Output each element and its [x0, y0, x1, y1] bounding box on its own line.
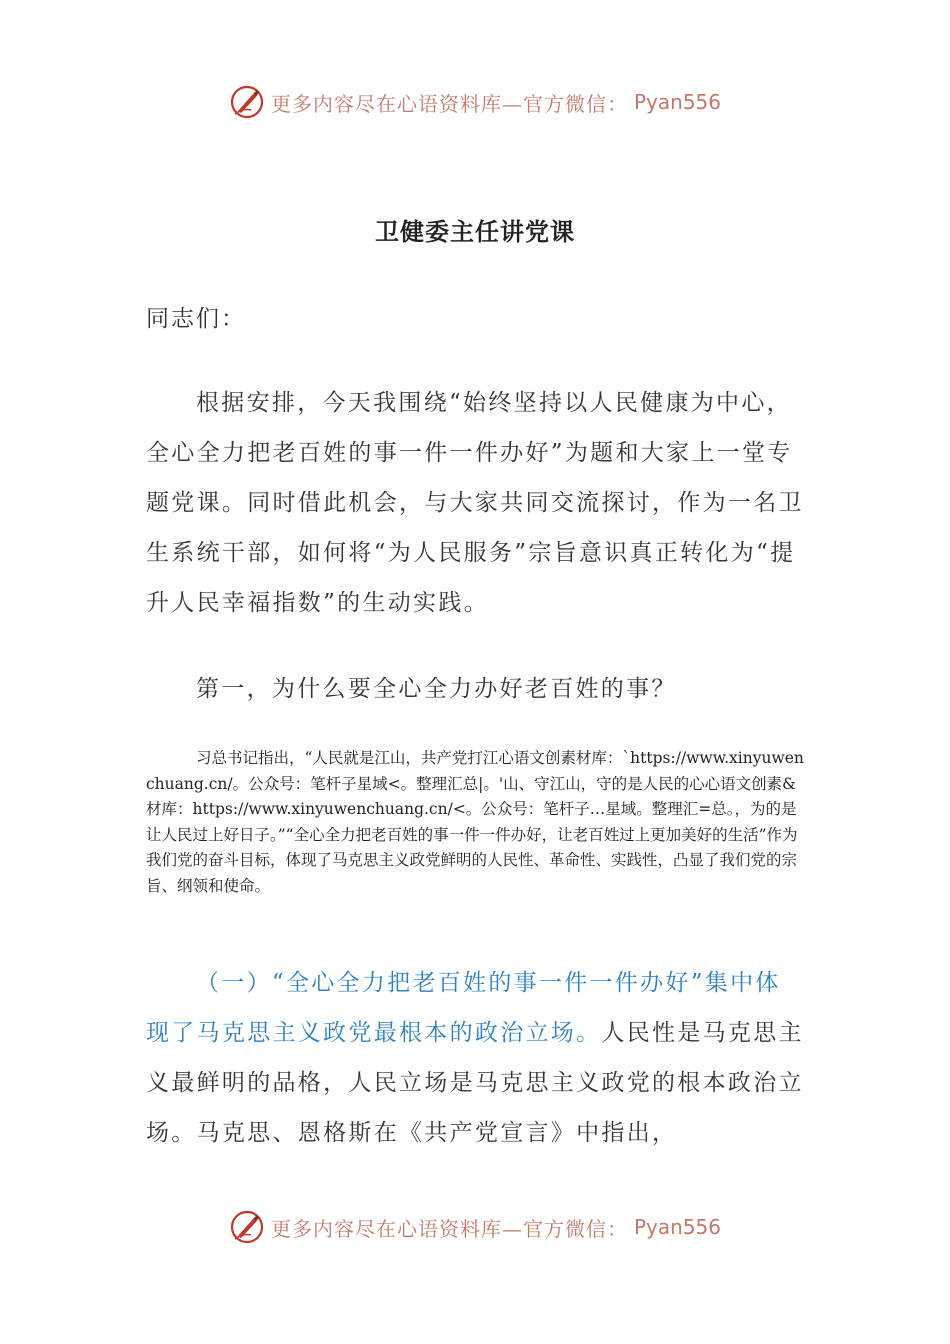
quill-logo-icon [229, 1209, 265, 1245]
salutation: 同志们： [146, 306, 246, 332]
subsection-body: 人民性是马克思主义最鲜明的品格，人民立场是马克思主义政党的根本政治立场。马克思、恩格斯在《共产党宣言》中指出， [146, 1020, 804, 1146]
watermark-text: 更多内容尽在心语资料库—官方微信： [270, 91, 628, 116]
quill-logo-icon [229, 84, 265, 120]
watermark-text: 更多内容尽在心语资料库—官方微信： [270, 1216, 628, 1241]
watermark-wechat-id: Pyan556 [633, 1215, 721, 1239]
paragraph-subsection-one [146, 958, 806, 1158]
subsection-highlight: （一）“全心全力把老百姓的事一件一件办好”集中体现了马克思主义政党最根本的政治立场。 [146, 970, 781, 1046]
document-title: 卫健委主任讲党课 [375, 217, 575, 246]
paragraph-intro: 根据安排，今天我围绕“始终坚持以人民健康为中心，全心全力把老百姓的事一件一件办好”为题和大家上一堂专题党课。同时借此机会，与大家共同交流探讨，作为一名卫生系统干部，如何将“为人民服务”宗旨意识真正转化为“提升人民幸福指数”的生动实践。 [146, 390, 804, 616]
watermark-footer [0, 1209, 950, 1245]
paragraph-quote: 习总书记指出，“人民就是江山，共产党打江心语文创素材库：`https://www.xinyuwenchuang.cn/。公众号：笔杆子星域<。整理汇总|。'山、守江山，守的是人民的心心语文创素&材库：https://www.xinyuwenchuang.cn/<。公众号：笔杆子…星域。整理汇=总。，为的是让人民过上好日子。”“全心全力把老百姓的事一件一件办好，让老百姓过上更加美好的生活”作为我们党的奋斗目标，体现了马克思主义政党鲜明的人民性、革命性、实践性，凸显了我们党的宗旨、纲领和使命。 [146, 749, 804, 895]
section-heading: 第一，为什么要全心全力办好老百姓的事？ [196, 676, 677, 702]
watermark-wechat-id: Pyan556 [633, 90, 721, 114]
watermark-header [0, 84, 950, 120]
